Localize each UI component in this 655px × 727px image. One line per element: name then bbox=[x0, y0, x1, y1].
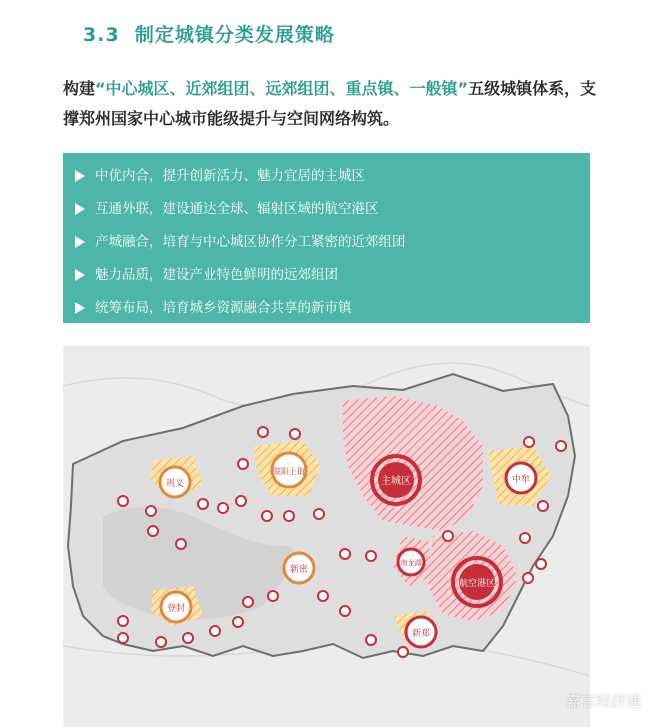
map-label-dengfeng: 登封 bbox=[166, 604, 186, 614]
nanlonghu-marker bbox=[398, 549, 424, 575]
town-dot bbox=[236, 496, 246, 506]
strategy-text: 互通外联，建设通达全球、辐射区域的航空港区 bbox=[95, 200, 379, 217]
gongyi-marker bbox=[160, 467, 190, 497]
town-dot bbox=[524, 437, 534, 447]
intro-highlight: “中心城区、近郊组团、远郊组团、重点镇、一般镇” bbox=[95, 79, 469, 98]
strategy-box bbox=[63, 153, 590, 323]
town-dot bbox=[262, 511, 272, 521]
map-label-xinzheng: 新郑 bbox=[411, 629, 431, 639]
strategy-text: 中优内合，提升创新活力、魅力宜居的主城区 bbox=[95, 167, 365, 184]
town-dot bbox=[233, 617, 243, 627]
strategy-text: 魅力品质，建设产业特色鲜明的远郊组团 bbox=[95, 266, 338, 283]
yingyang-marker bbox=[272, 453, 306, 487]
triangle-bullet-icon bbox=[75, 302, 85, 314]
town-dot bbox=[366, 551, 376, 561]
town-dot bbox=[536, 559, 546, 569]
town-dot bbox=[340, 549, 350, 559]
xinzheng-marker bbox=[406, 617, 436, 647]
town-dot bbox=[443, 531, 453, 541]
town-dot bbox=[198, 499, 208, 509]
map-label-nanlonghu: 南龙湖 bbox=[400, 559, 422, 567]
intro-suffix: 五级城镇体系，支撑郑州国家中心城市能级提升与空间网络构筑。 bbox=[63, 79, 597, 128]
xinmi-marker bbox=[284, 553, 314, 583]
town-dot bbox=[118, 616, 128, 626]
town-dot bbox=[176, 539, 186, 549]
town-dot bbox=[243, 597, 253, 607]
town-dot bbox=[520, 533, 530, 543]
zhongmou-marker bbox=[506, 463, 536, 493]
main-city-marker bbox=[372, 456, 420, 504]
town-dot bbox=[314, 509, 324, 519]
town-dot bbox=[290, 429, 300, 439]
town-dot bbox=[210, 626, 220, 636]
strategy-item bbox=[75, 258, 590, 291]
town-dot bbox=[284, 511, 294, 521]
town-dot bbox=[156, 637, 166, 647]
town-dot bbox=[398, 647, 408, 657]
town-dot bbox=[148, 526, 158, 536]
section-title bbox=[83, 20, 335, 47]
town-dot bbox=[523, 573, 533, 583]
map-label-main: 主城区 bbox=[381, 476, 411, 487]
town-dot bbox=[318, 591, 328, 601]
triangle-bullet-icon bbox=[75, 269, 85, 281]
intro-paragraph bbox=[63, 74, 603, 134]
strategy-list bbox=[63, 153, 590, 324]
town-dot bbox=[556, 441, 566, 451]
town-system-map bbox=[63, 346, 590, 727]
town-dot bbox=[118, 496, 128, 506]
watermark: 嘉言经济通 bbox=[565, 692, 641, 710]
map-label-zhongmou: 中牟 bbox=[511, 475, 531, 485]
dengfeng-marker bbox=[161, 592, 191, 622]
map-label-airport: 航空港区 bbox=[458, 579, 496, 589]
town-dot bbox=[238, 459, 248, 469]
triangle-bullet-icon bbox=[75, 203, 85, 215]
map-canvas bbox=[63, 346, 590, 727]
airport-zone-marker bbox=[453, 558, 501, 606]
town-dot bbox=[268, 591, 278, 601]
section-number: 3.3 bbox=[83, 24, 120, 46]
section-title-text: 制定城镇分类发展策略 bbox=[134, 24, 335, 46]
strategy-text: 统筹布局，培育城乡资源融合共享的新市镇 bbox=[95, 299, 352, 316]
strategy-item bbox=[75, 159, 590, 192]
map-label-gongyi: 巩义 bbox=[165, 479, 185, 489]
triangle-bullet-icon bbox=[75, 236, 85, 248]
town-dot bbox=[366, 635, 376, 645]
strategy-item bbox=[75, 192, 590, 225]
map-label-yingyang: 荥阳上街 bbox=[273, 467, 305, 476]
town-dot bbox=[258, 427, 268, 437]
town-dot bbox=[146, 506, 156, 516]
town-dot bbox=[538, 501, 548, 511]
town-dot bbox=[118, 633, 128, 643]
strategy-text: 产城融合，培育与中心城区协作分工紧密的近郊组团 bbox=[95, 233, 406, 250]
strategy-item bbox=[75, 225, 590, 258]
triangle-bullet-icon bbox=[75, 170, 85, 182]
map-label-xinmi: 新密 bbox=[289, 565, 309, 575]
intro-prefix: 构建 bbox=[63, 79, 96, 98]
town-dot bbox=[340, 606, 350, 616]
strategy-item bbox=[75, 291, 590, 324]
town-dot bbox=[183, 633, 193, 643]
town-dot bbox=[218, 503, 228, 513]
